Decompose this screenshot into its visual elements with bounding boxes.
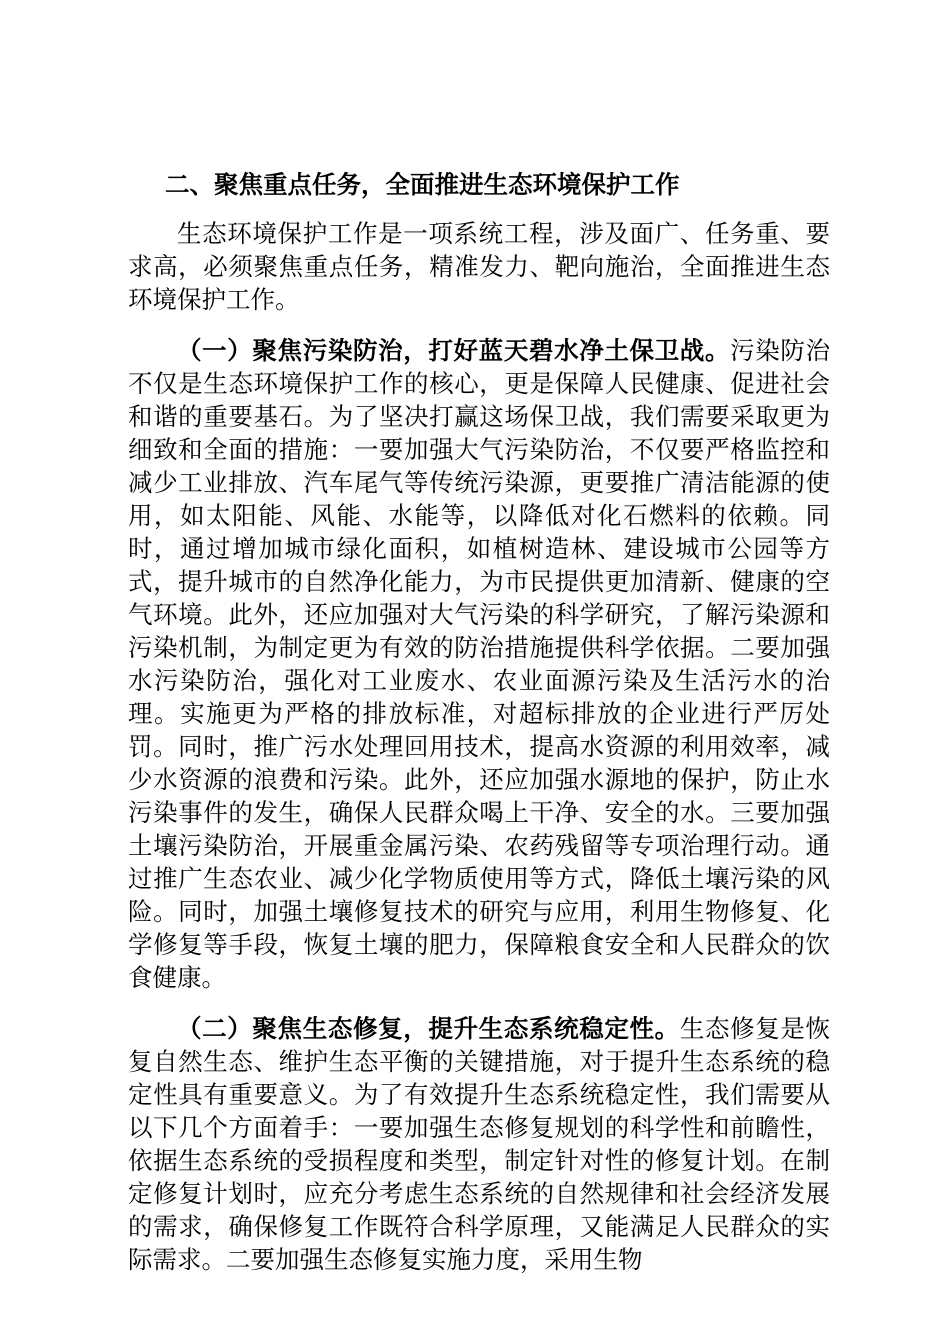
ecological-restoration-lead: （二）聚焦生态修复，提升生态系统稳定性。 [177, 1014, 680, 1043]
ecological-restoration-text: 生态修复是恢复自然生态、维护生态平衡的关键措施，对于提升生态系统的稳定性具有重要意义。为了有效提升生态系统稳定性，我们需要从以下几个方面着手：一要加强生态修复规划的科学性和前瞻性，依据生态系统的受损程度和类型，制定针对性的修复计划。在制定修复计划时，应充分考虑生态系统的自然规律和社会经济发展的需求，确保修复工作既符合科学原理，又能满足人民群众的实际需求。二要加强生态修复实施力度，采用生物 [128, 1014, 831, 1274]
pollution-control-text: 污染防治不仅是生态环境保护工作的核心，更是保障人民健康、促进社会和谐的重要基石。为了坚决打赢这场保卫战，我们需要采取更为细致和全面的措施：一要加强大气污染防治，不仅要严格监控和减少工业排放、汽车尾气等传统污染源，更要推广清洁能源的使用，如太阳能、风能、水能等，以降低对化石燃料的依赖。同时，通过增加城市绿化面积，如植树造林、建设城市公园等方式，提升城市的自然净化能力，为市民提供更加清新、健康的空气环境。此外，还应加强对大气污染的科学研究，了解污染源和污染机制，为制定更为有效的防治措施提供科学依据。二要加强水污染防治，强化对工业废水、农业面源污染及生活污水的治理。实施更为严格的排放标准，对超标排放的企业进行严厉处罚。同时，推广污水处理回用技术，提高水资源的利用效率，减少水资源的浪费和污染。此外，还应加强水源地的保护，防止水污染事件的发生，确保人民群众喝上干净、安全的水。三要加强土壤污染防治，开展重金属污染、农药残留等专项治理行动。通过推广生态农业、减少化学物质使用等方式，降低土壤污染的风险。同时，加强土壤修复技术的研究与应用，利用生物修复、化学修复等手段，恢复土壤的肥力，保障粮食安全和人民群众的饮食健康。 [128, 336, 830, 992]
document-page [128, 168, 830, 1294]
pollution-control-lead: （一）聚焦污染防治，打好蓝天碧水净土保卫战。 [177, 336, 731, 365]
intro-paragraph [128, 217, 830, 316]
pollution-control-paragraph [128, 334, 830, 994]
ecological-restoration-paragraph [128, 1012, 830, 1276]
section-heading: 二、聚焦重点任务，全面推进生态环境保护工作 [165, 170, 680, 199]
intro-paragraph-text: 生态环境保护工作是一项系统工程，涉及面广、任务重、要求高，必须聚焦重点任务，精准发力、靶向施治，全面推进生态环境保护工作。 [128, 219, 830, 314]
